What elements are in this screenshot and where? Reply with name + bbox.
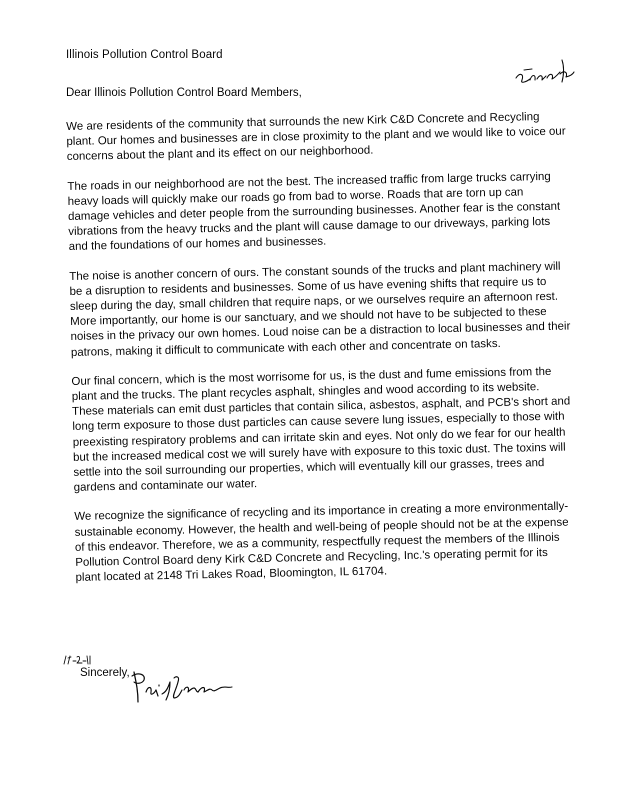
handwritten-corner-mark: [510, 52, 580, 97]
paragraph-dust: Our final concern, which is the most worrisome for us, is the dust and fume emissions from the plant and the trucks. The plant recycles asphalt, shingles and wood according to its website. These materials can emit dust particles that contain silica, asbestos, asphalt, and PCB's short and long term exposure to those dust particles can cause severe lung issues, especially to those with preexisting respiratory problems and can irritate skin and eyes. Not only do we fear for our health but the increased medical cost we will surely have with exposure to this toxic dust. The toxins will settle into the soil surrounding our properties, which will eventually kill our grasses, trees and gardens and contaminate our water.: [71, 365, 571, 495]
salutation: Dear Illinois Pollution Control Board Members,: [66, 87, 302, 99]
paragraph-roads: The roads in our neighborhood are not the best. The increased traffic from large trucks carrying heavy loads will quickly make our roads go from bad to worse. Roads that are torn up can damage vehicles and deter people from the surrounding businesses. Another fear is the constant vibrations from the heavy trucks and the plant will cause damage to our driveways, parking lots and the foundations of our homes and businesses.: [67, 170, 561, 254]
paragraph-request: We recognize the significance of recycling and its importance in creating a more environmentally-sustainable economy. However, the health and well-being of people should not be at the expense of this endeavor. Therefore, we as a community, respectfully request the members of the Illinois Pollution Control Board deny Kirk C&D Concrete and Recycling, Inc.'s operating permit for its plant located at 2148 Tri Lakes Road, Bloomington, IL 61704.: [74, 501, 569, 585]
paragraph-intro: We are residents of the community that surrounds the new Kirk C&D Concrete and Recycling plant. Our homes and businesses are in close proximity to the plant and we would like to voice our concerns about the plant and its effect on our neighborhood.: [66, 111, 566, 164]
letter-body: [66, 110, 576, 601]
closing-text: Sincerely,: [80, 667, 130, 679]
recipient-header: Illinois Pollution Control Board: [66, 49, 223, 61]
paragraph-noise: The noise is another concern of ours. The constant sounds of the trucks and plant machinery will be a disruption to residents and businesses. Some of us have evening shifts that require us to sleep during the day, small children that require naps, or we ourselves require an afternoon rest. More importantly, our home is our sanctuary, and we should not have to be subjected to these noises in the privacy our own homes. Loud noise can be a distraction to local businesses and their patrons, making it difficult to communicate with each other and concentrate on tasks.: [69, 260, 571, 359]
handwritten-signature: [128, 668, 238, 713]
